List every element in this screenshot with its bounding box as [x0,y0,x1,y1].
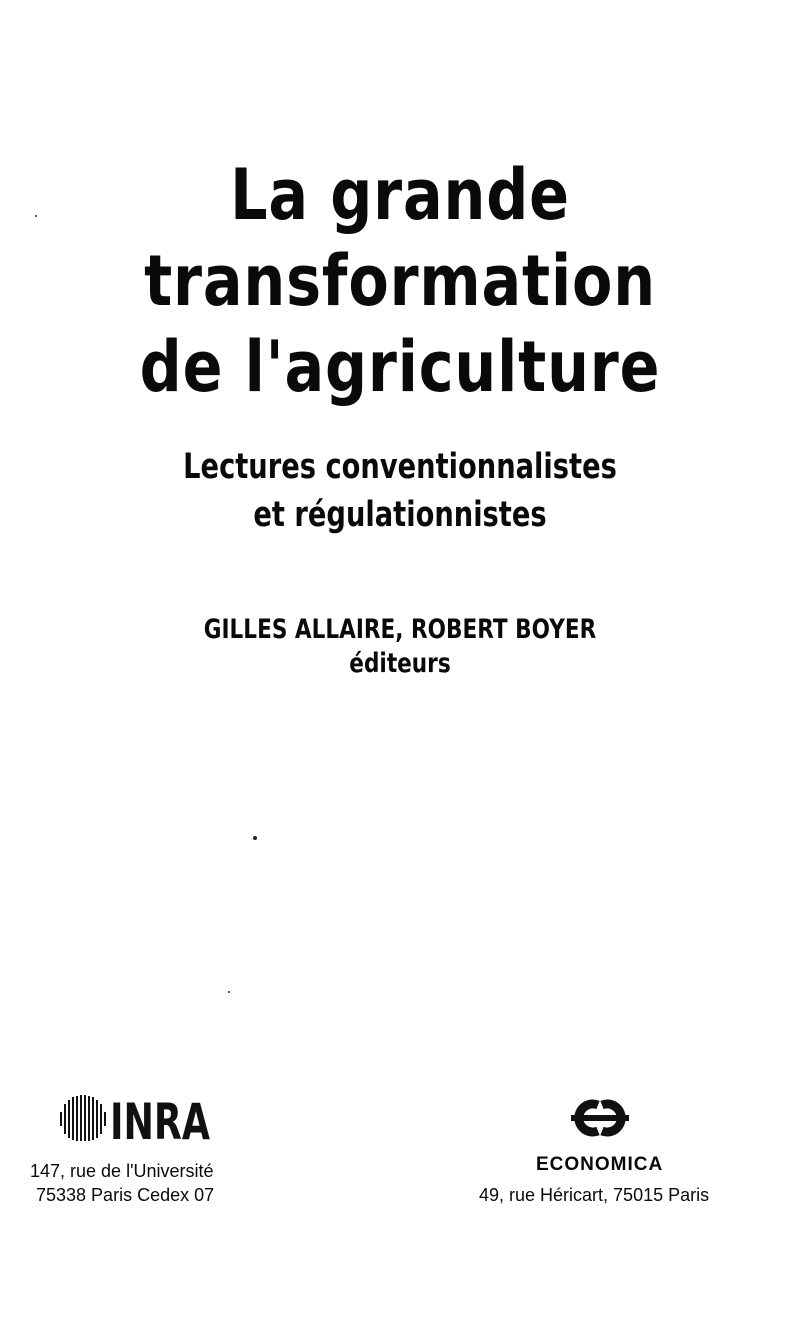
inra-wordmark: INRA [110,1093,211,1151]
print-speck [35,215,37,217]
editor-names: GILLES ALLAIRE, ROBERT BOYER [203,614,597,645]
print-speck [228,991,230,993]
economica-address: 49, rue Héricart, 75015 Paris [479,1185,710,1205]
inra-address-line-2: 75338 Paris Cedex 07 [36,1185,215,1205]
book-subtitle-line-2: et régulationnistes [253,495,547,535]
inra-logo [58,1093,218,1151]
print-speck [253,836,257,840]
book-title-line-2: transformation [144,240,656,322]
economica-logo-icon [567,1097,633,1139]
economica-name: ECONOMICA [536,1154,664,1175]
book-title-line-1: La grande [230,154,570,236]
book-subtitle-line-1: Lectures conventionnalistes [183,447,617,487]
inra-address-line-1: 147, rue de l'Université [30,1161,214,1181]
book-title-line-3: de l'agriculture [139,326,661,408]
editor-role: éditeurs [349,648,451,679]
inra-striped-globe-icon [60,1095,106,1141]
